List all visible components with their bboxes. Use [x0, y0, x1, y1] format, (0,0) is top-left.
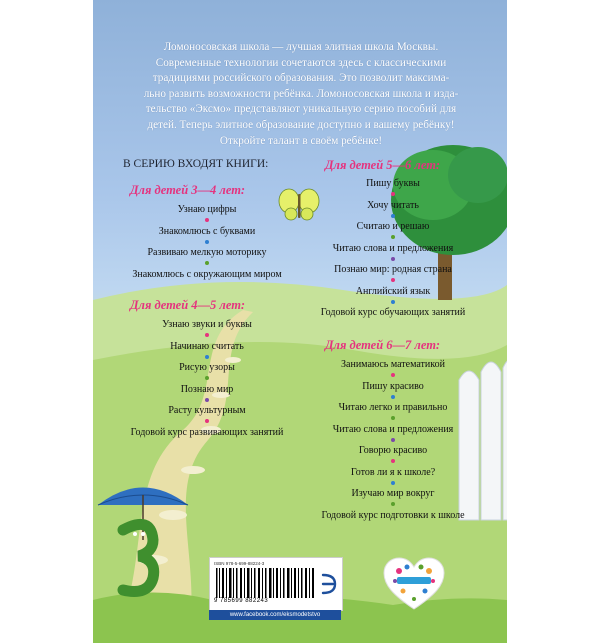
list-item [298, 401, 488, 423]
intro-line: Ломоносовская школа — лучшая элитная школа Москвы. [163, 41, 439, 53]
book-title: Готов ли я к школе? [350, 466, 436, 478]
book-title: Пишу красиво [362, 380, 424, 392]
list-item [107, 404, 307, 426]
group-title-4-5: Для детей 4—5 лет: [130, 298, 246, 312]
list-item [298, 358, 488, 380]
book-title: Узнаю звуки и буквы [162, 319, 252, 330]
bullet-dot [391, 438, 395, 442]
book-title: Годовой курс подготовки к школе [321, 509, 465, 521]
bullet-dot [391, 502, 395, 506]
book-title: Развиваю мелкую моторику [147, 247, 267, 258]
book-title: Знакомлюсь с окружающим миром [132, 268, 282, 280]
list-item [107, 318, 307, 340]
intro-line: тельство «Эксмо» представляют уникальную серию пособий для [145, 103, 457, 116]
list-item [107, 383, 307, 405]
book-title: Английский язык [355, 285, 431, 297]
series-description [111, 40, 491, 149]
bullet-dot [205, 376, 209, 380]
book-title: Познаю мир [180, 383, 234, 395]
list-item [107, 268, 307, 290]
barcode-icon [216, 568, 316, 598]
book-title: Говорю красиво [358, 445, 428, 456]
barcode-label [209, 557, 343, 611]
book-title: Расту культурным [168, 405, 246, 416]
group-title-6-7: Для детей 6—7 лет: [325, 338, 441, 352]
book-title: Изучаю мир вокруг [351, 488, 435, 499]
list-item [298, 487, 488, 509]
book-title: Познаю мир: родная страна [334, 264, 452, 275]
bullet-dot [205, 355, 209, 359]
intro-line: Современные технологии сочетаются здесь с классическими [155, 56, 447, 69]
bullet-dot [205, 218, 209, 222]
group-title-3-4: Для детей 3—4 лет: [130, 183, 246, 197]
bullet-dot [391, 278, 395, 282]
list-item [298, 423, 488, 445]
list-item [298, 285, 488, 307]
barcode-digits: 9 785699 882243 [214, 598, 269, 604]
bullet-dot [391, 416, 395, 420]
series-heading: В СЕРИЮ ВХОДЯТ КНИГИ: [123, 158, 269, 170]
book-title: Хочу читать [367, 199, 419, 211]
intro-line: Откройте талант в своём ребёнке! [219, 134, 383, 147]
intro-line: традициями российского образования. Это позволит максима- [152, 72, 450, 85]
bullet-dot [391, 481, 395, 485]
list-item [107, 340, 307, 362]
list-item [107, 426, 307, 448]
isbn-text: ISBN 978-5-699-88224-3 [214, 561, 265, 566]
bullet-dot [391, 459, 395, 463]
list-item [298, 466, 488, 488]
book-title: Узнаю цифры [177, 204, 237, 215]
book-title: Знакомлюсь с буквами [158, 225, 256, 237]
bullet-dot [205, 261, 209, 265]
list-item [298, 177, 488, 199]
list-item [298, 199, 488, 221]
book-title: Читаю слова и предложения [332, 423, 454, 435]
book-list-6-7 [298, 358, 488, 530]
bullet-dot [391, 192, 395, 196]
book-list-5-6 [298, 177, 488, 328]
bullet-dot [391, 300, 395, 304]
bullet-dot [205, 398, 209, 402]
bullet-dot [391, 214, 395, 218]
list-item [298, 380, 488, 402]
list-item [298, 220, 488, 242]
book-title: Читаю слова и предложения [332, 242, 454, 254]
list-item [298, 509, 488, 531]
book-title: Годовой курс обучающих занятий [320, 307, 466, 318]
list-item [298, 306, 488, 328]
intro-line: детей. Теперь элитное образование доступно и вашему ребёнку! [147, 118, 455, 131]
list-item [107, 361, 307, 383]
bullet-dot [391, 257, 395, 261]
list-item [107, 225, 307, 247]
book-back-cover [93, 0, 507, 643]
book-title: Считаю и решаю [356, 221, 430, 232]
group-title-5-6: Для детей 5—6 лет: [325, 158, 441, 172]
book-title: Читаю легко и правильно [338, 402, 448, 413]
eksmo-logo-icon [320, 572, 338, 596]
book-title: Годовой курс развивающих занятий [130, 426, 284, 438]
bullet-dot [391, 235, 395, 239]
book-list-3-4 [107, 203, 307, 289]
book-list-4-5 [107, 318, 307, 447]
book-title: Рисую узоры [179, 362, 235, 373]
bullet-dot [391, 395, 395, 399]
book-title: Пишу буквы [366, 178, 420, 189]
facebook-link[interactable]: www.facebook.com/eksmodetstvo [209, 610, 341, 620]
book-title: Занимаюсь математикой [341, 359, 445, 370]
heart-logo-icon [383, 557, 445, 611]
list-item [298, 242, 488, 264]
list-item [298, 263, 488, 285]
list-item [107, 203, 307, 225]
bullet-dot [205, 419, 209, 423]
intro-line: льно развить возможности ребёнка. Ломоносовская школа и изда- [143, 87, 459, 100]
list-item [298, 444, 488, 466]
book-title: Начинаю считать [170, 340, 244, 352]
bullet-dot [205, 333, 209, 337]
list-item [107, 246, 307, 268]
bullet-dot [205, 240, 209, 244]
bullet-dot [391, 373, 395, 377]
